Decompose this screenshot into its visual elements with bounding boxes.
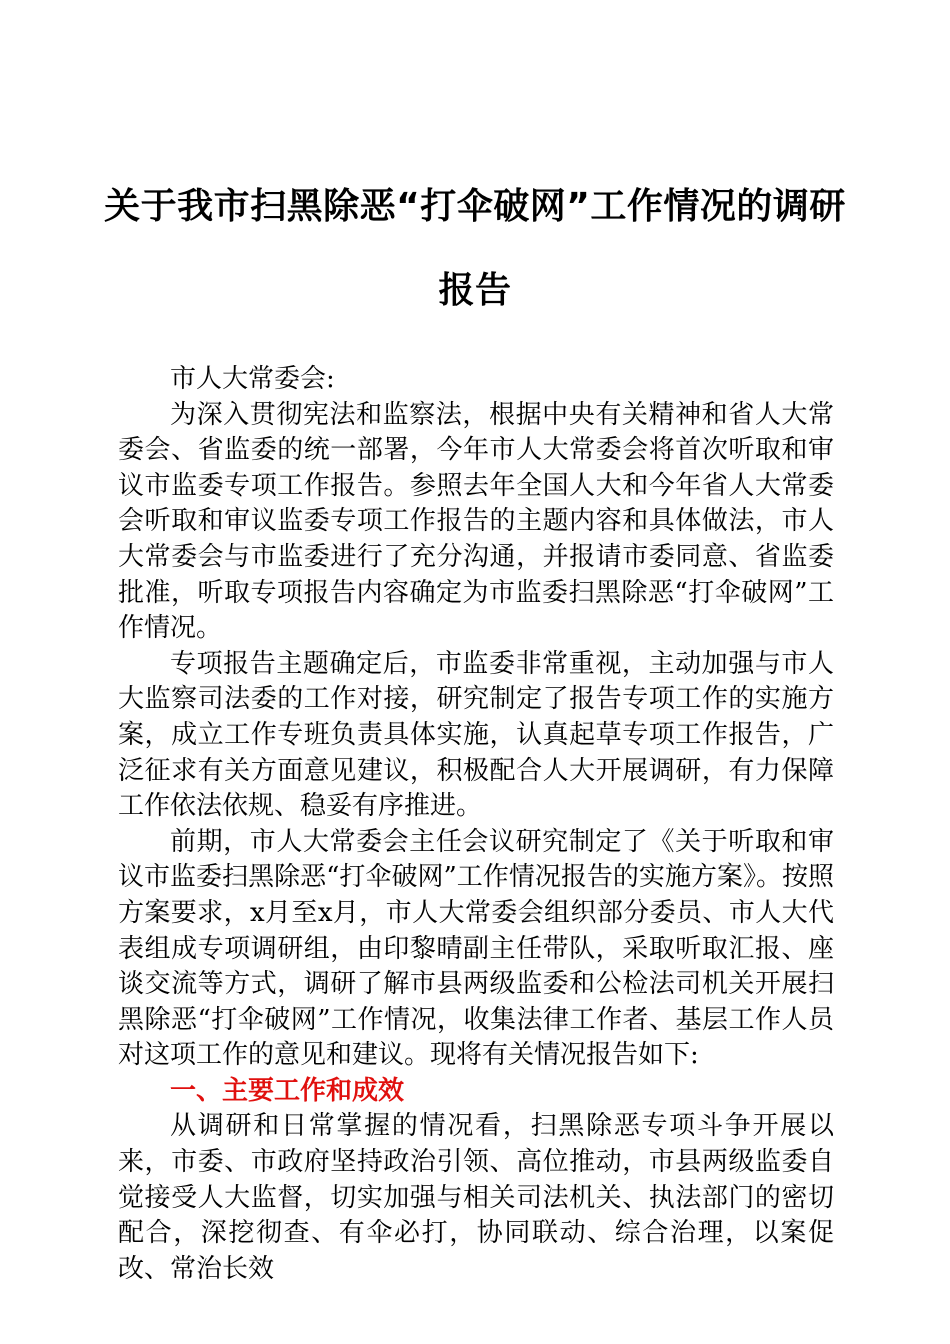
document-body: [118, 362, 834, 1287]
document-title: 关于我市扫黑除恶“打伞破网”工作情况的调研报告: [104, 186, 846, 311]
paragraph-3: 前期，市人大常委会主任会议研究制定了《关于听取和审议市监委扫黑除恶“打伞破网”工作情况报告的实施方案》。按照方案要求，x月至x月，市人大常委会组织部分委员、市人大代表组成专项调研组，由印黎晴副主任带队，采取听取汇报、座谈交流等方式，调研了解市县两级监委和公检法司机关开展扫黑除恶“打伞破网”工作情况，收集法律工作者、基层工作人员对这项工作的意见和建议。现将有关情况报告如下:: [118, 826, 834, 1071]
salutation: 市人大常委会:: [170, 364, 335, 394]
section-paragraph: 从调研和日常掌握的情况看，扫黑除恶专项斗争开展以来，市委、市政府坚持政治引领、高位推动，市县两级监委自觉接受人大监督，切实加强与相关司法机关、执法部门的密切配合，深挖彻查、有伞必打，协同联动、综合治理，以案促改、常治长效: [118, 1111, 834, 1284]
section-heading: 一、主要工作和成效: [170, 1075, 405, 1106]
paragraph-2: 专项报告主题确定后，市监委非常重视，主动加强与市人大监察司法委的工作对接，研究制定了报告专项工作的实施方案，成立工作专班负责具体实施，认真起草专项工作报告，广泛征求有关方面意见建议，积极配合人大开展调研，有力保障工作依法依规、稳妥有序推进。: [118, 648, 834, 822]
paragraph-1: 为深入贯彻宪法和监察法，根据中央有关精神和省人大常委会、省监委的统一部署，今年市人大常委会将首次听取和审议市监委专项工作报告。参照去年全国人大和今年省人大常委会听取和审议监委专项工作报告的主题内容和具体做法，市人大常委会与市监委进行了充分沟通，并报请市委同意、省监委批准，听取专项报告内容确定为市监委扫黑除恶“打伞破网”工作情况。: [118, 399, 834, 644]
